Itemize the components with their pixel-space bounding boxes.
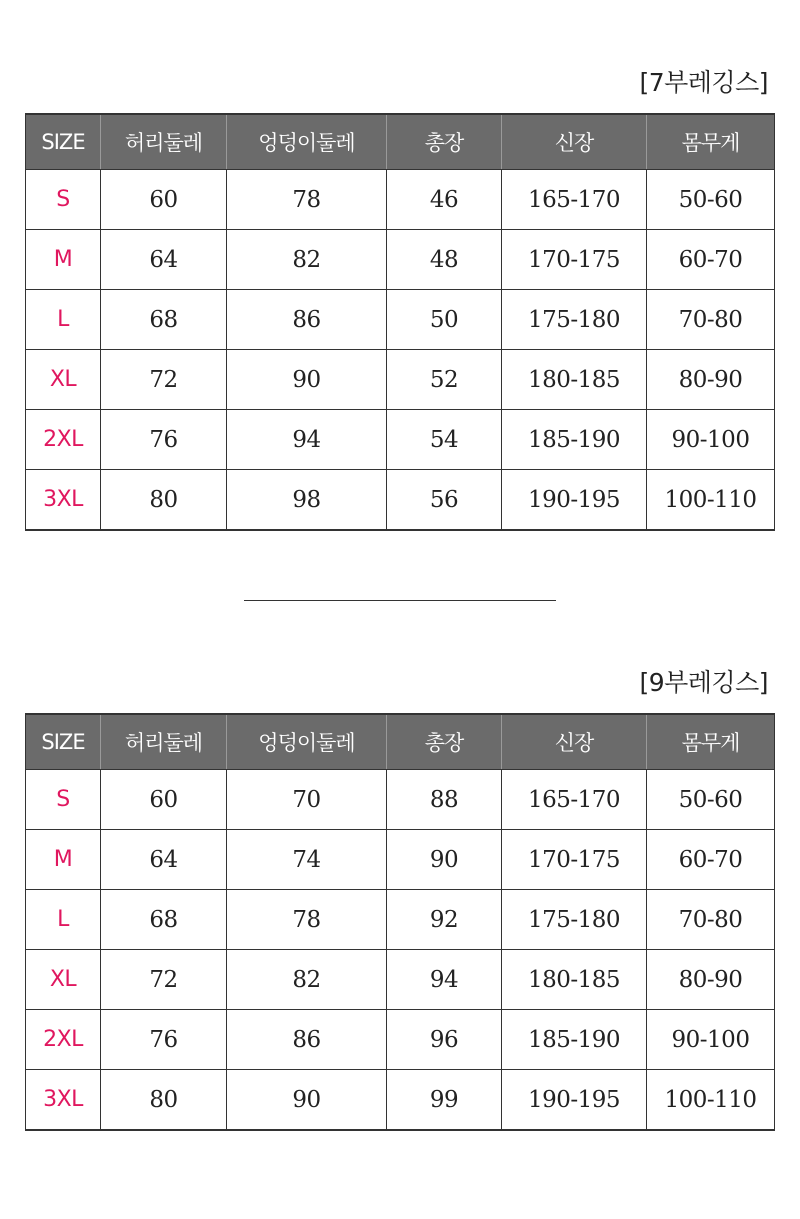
size-table-7-leggings bbox=[25, 113, 775, 531]
waist-value: 64 bbox=[101, 830, 227, 890]
weight-value: 50-60 bbox=[647, 170, 775, 230]
section-title-9-leggings: [9부레깅스] bbox=[639, 668, 768, 697]
table-row bbox=[26, 230, 775, 290]
header-waist: 허리둘레 bbox=[101, 714, 227, 770]
length-value: 50 bbox=[387, 290, 502, 350]
waist-value: 60 bbox=[101, 770, 227, 830]
hip-value: 74 bbox=[227, 830, 387, 890]
length-value: 48 bbox=[387, 230, 502, 290]
height-value: 165-170 bbox=[502, 770, 647, 830]
hip-value: 98 bbox=[227, 470, 387, 531]
weight-value: 70-80 bbox=[647, 890, 775, 950]
table-row bbox=[26, 830, 775, 890]
header-hip: 엉덩이둘레 bbox=[227, 114, 387, 170]
header-row bbox=[26, 114, 775, 170]
waist-value: 80 bbox=[101, 470, 227, 531]
table-row bbox=[26, 770, 775, 830]
waist-value: 72 bbox=[101, 350, 227, 410]
weight-value: 70-80 bbox=[647, 290, 775, 350]
hip-value: 90 bbox=[227, 1070, 387, 1131]
size-label: 3XL bbox=[26, 1070, 101, 1131]
waist-value: 72 bbox=[101, 950, 227, 1010]
height-value: 165-170 bbox=[502, 170, 647, 230]
table-row bbox=[26, 170, 775, 230]
waist-value: 60 bbox=[101, 170, 227, 230]
weight-value: 100-110 bbox=[664, 1086, 757, 1113]
table-row bbox=[26, 890, 775, 950]
size-label: L bbox=[26, 890, 101, 950]
table-row bbox=[26, 350, 775, 410]
header-weight: 몸무게 bbox=[647, 714, 775, 770]
weight-value: 60-70 bbox=[647, 830, 775, 890]
hip-value: 78 bbox=[227, 890, 387, 950]
length-value: 56 bbox=[387, 470, 502, 531]
weight-value: 90-100 bbox=[647, 410, 775, 470]
length-value: 90 bbox=[387, 830, 502, 890]
waist-value: 76 bbox=[101, 1010, 227, 1070]
height-value: 180-185 bbox=[502, 950, 647, 1010]
length-value: 88 bbox=[387, 770, 502, 830]
hip-value: 70 bbox=[227, 770, 387, 830]
length-value: 94 bbox=[387, 950, 502, 1010]
header-height: 신장 bbox=[502, 114, 647, 170]
height-value: 170-175 bbox=[502, 230, 647, 290]
hip-value: 82 bbox=[227, 230, 387, 290]
weight-value: 90-100 bbox=[647, 1010, 775, 1070]
size-label: S bbox=[26, 770, 101, 830]
size-label: XL bbox=[26, 950, 101, 1010]
hip-value: 82 bbox=[227, 950, 387, 1010]
section-title-7-leggings: [7부레깅스] bbox=[639, 68, 768, 97]
table-row bbox=[26, 470, 775, 531]
length-value: 96 bbox=[387, 1010, 502, 1070]
weight-value: 80-90 bbox=[647, 350, 775, 410]
weight-value: 60-70 bbox=[647, 230, 775, 290]
size-label: S bbox=[26, 170, 101, 230]
header-hip: 엉덩이둘레 bbox=[227, 714, 387, 770]
length-value: 46 bbox=[387, 170, 502, 230]
size-label: 3XL bbox=[26, 470, 101, 531]
height-value: 185-190 bbox=[502, 410, 647, 470]
waist-value: 68 bbox=[101, 290, 227, 350]
hip-value: 94 bbox=[227, 410, 387, 470]
size-label: M bbox=[26, 230, 101, 290]
size-label: 2XL bbox=[26, 410, 101, 470]
height-value: 175-180 bbox=[502, 890, 647, 950]
weight-value: 80-90 bbox=[647, 950, 775, 1010]
size-label: M bbox=[26, 830, 101, 890]
height-value: 170-175 bbox=[502, 830, 647, 890]
header-size: SIZE bbox=[26, 714, 101, 770]
length-value: 99 bbox=[387, 1070, 502, 1131]
table-row bbox=[26, 1010, 775, 1070]
table-row bbox=[26, 1070, 775, 1131]
length-value: 92 bbox=[387, 890, 502, 950]
header-waist: 허리둘레 bbox=[101, 114, 227, 170]
size-table-9-leggings bbox=[25, 713, 775, 1131]
header-size: SIZE bbox=[26, 114, 101, 170]
length-value: 54 bbox=[387, 410, 502, 470]
waist-value: 80 bbox=[101, 1070, 227, 1131]
hip-value: 78 bbox=[227, 170, 387, 230]
section-divider bbox=[244, 600, 556, 601]
length-value: 52 bbox=[387, 350, 502, 410]
header-row bbox=[26, 714, 775, 770]
table-row bbox=[26, 410, 775, 470]
weight-value: 50-60 bbox=[647, 770, 775, 830]
waist-value: 64 bbox=[101, 230, 227, 290]
size-label: L bbox=[26, 290, 101, 350]
hip-value: 86 bbox=[227, 1010, 387, 1070]
header-length: 총장 bbox=[387, 114, 502, 170]
height-value: 175-180 bbox=[502, 290, 647, 350]
table-row bbox=[26, 950, 775, 1010]
height-value: 190-195 bbox=[502, 1070, 647, 1131]
header-weight: 몸무게 bbox=[647, 114, 775, 170]
size-label: 2XL bbox=[26, 1010, 101, 1070]
weight-value: 100-110 bbox=[664, 486, 757, 513]
height-value: 180-185 bbox=[502, 350, 647, 410]
waist-value: 68 bbox=[101, 890, 227, 950]
header-length: 총장 bbox=[387, 714, 502, 770]
height-value: 185-190 bbox=[502, 1010, 647, 1070]
table-row bbox=[26, 290, 775, 350]
header-height: 신장 bbox=[502, 714, 647, 770]
hip-value: 86 bbox=[227, 290, 387, 350]
hip-value: 90 bbox=[227, 350, 387, 410]
height-value: 190-195 bbox=[502, 470, 647, 531]
waist-value: 76 bbox=[101, 410, 227, 470]
size-label: XL bbox=[26, 350, 101, 410]
